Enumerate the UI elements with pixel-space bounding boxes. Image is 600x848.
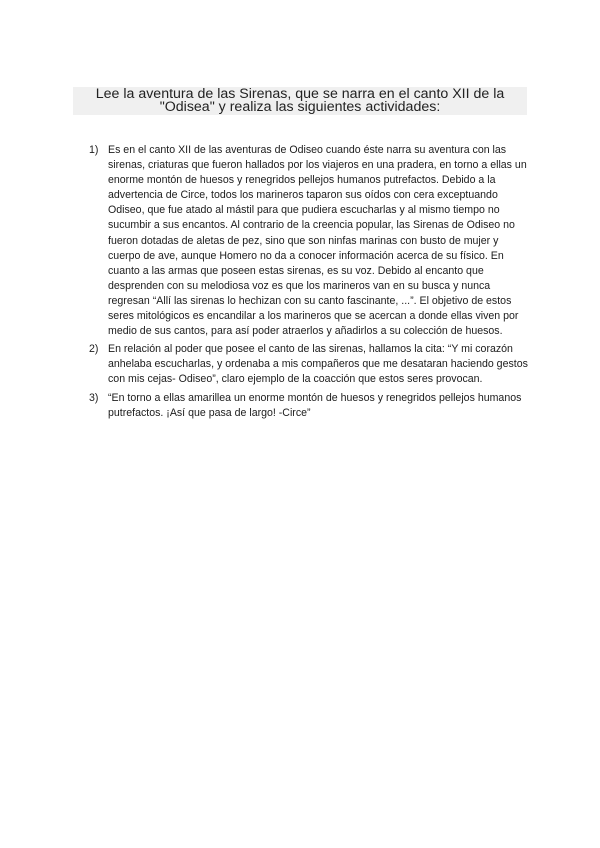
title-line-1: Lee la aventura de las Sirenas, que se narra en el canto XII de la (95, 86, 505, 102)
item-number: 3) (89, 391, 99, 404)
item-number: 1) (89, 144, 99, 156)
list-item (89, 342, 529, 387)
instructions-title (73, 87, 527, 115)
item-text: En relación al poder que posee el canto de las sirenas, hallamos la cita: “Y mi corazón anhelaba escucharlas, y ordenaba a mis compañeros que me desataran haciendo gestos con mis cejas- Odiseo”, claro ejemplo de la coacción que estos seres provocan. (108, 343, 528, 386)
activities-list (89, 143, 529, 424)
list-item (89, 391, 529, 421)
item-text: Es en el canto XII de las aventuras de Odiseo cuando éste narra su aventura con las sirenas, criaturas que fueron hallados por los viajeros en una pradera, en torno a ellas un enorme montón de huesos y renegridos pellejos humanos putrefactos. Debido a la advertencia de Circe, todos los marineros taparon sus oídos con cera exceptuando Odiseo, que fue atado al mástil para que pudiera escucharlas y al mismo tiempo no sucumbir a sus encantos. Al contrario de la creencia popular, las Sirenas de Odiseo no fueron dotadas de aletas de pez, sino que son ninfas marinas con busto de mujer y cuerpo de ave, aunque Homero no da a conocer información acerca de su físico. En cuanto a las armas que poseen estas sirenas, es su voz. Debido al encanto que desprenden con su melodiosa voz es que los marineros van en su busca y nunca regresan “Allí las sirenas lo hechizan con su canto fascinante, ...”. El objetivo de estos seres mitológicos es encandilar a los marineros que se acercan a donde ellas viven por medio de sus cantos, para así poder atraerlos y añadirlos a su colección de huesos. (108, 144, 527, 338)
list-item (89, 143, 529, 339)
item-number: 2) (89, 343, 99, 356)
title-line-2: "Odisea" y realiza las siguientes actividades: (159, 98, 441, 115)
item-text: “En torno a ellas amarillea un enorme montón de huesos y renegridos pellejos humanos putrefactos. ¡Así que pasa de largo! -Circe” (108, 391, 522, 419)
